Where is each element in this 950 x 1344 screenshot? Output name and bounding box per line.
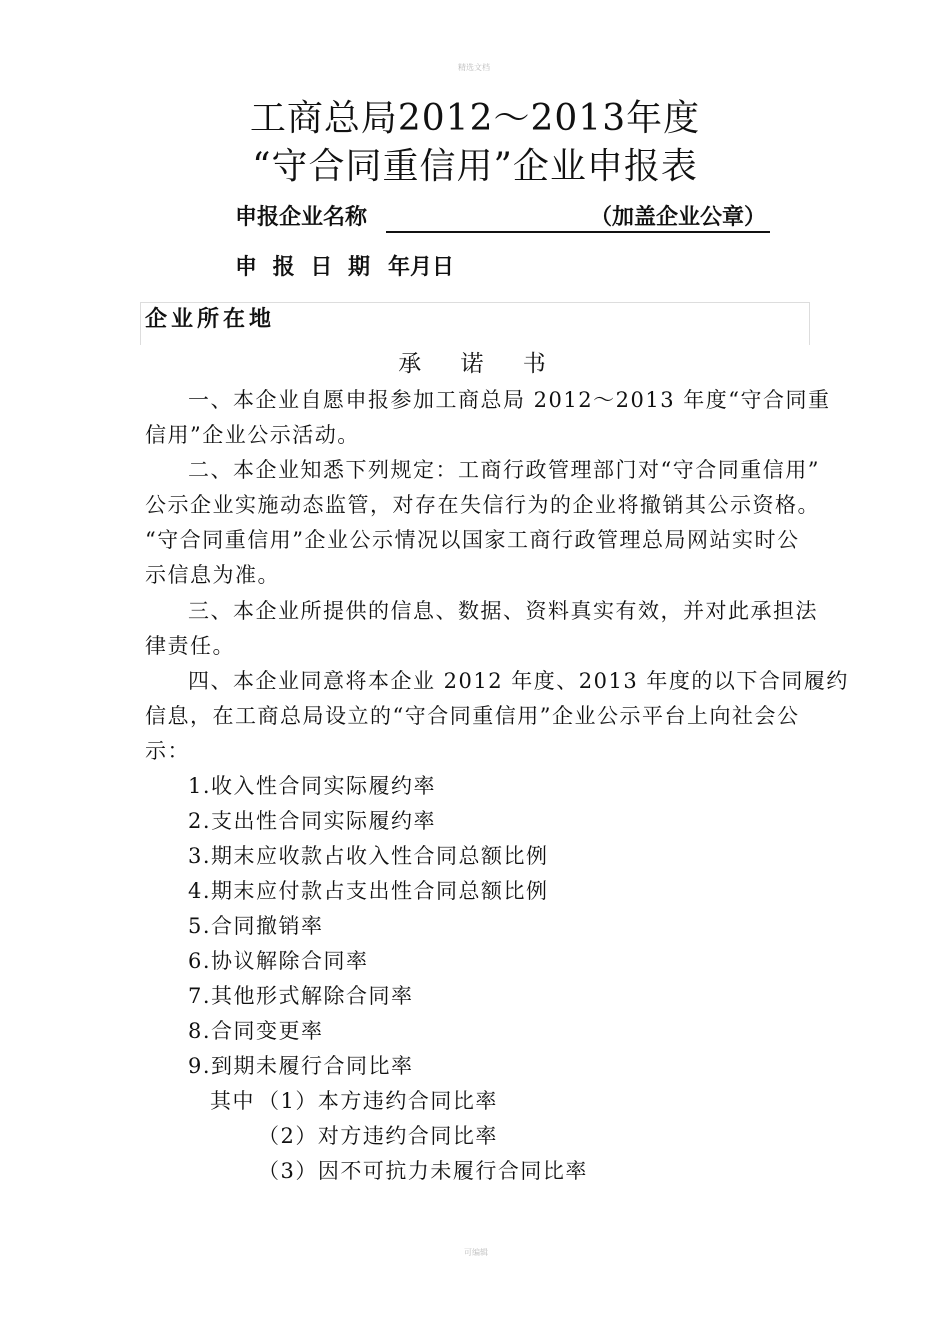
pledge-p1-line2: 信用”企业公示活动。	[145, 423, 360, 447]
list-item: 1.收入性合同实际履约率	[188, 774, 437, 798]
pledge-p4-line1: 四、本企业同意将本企业 2012 年度、2013 年度的以下合同履约	[188, 669, 849, 693]
list-item: 8.合同变更率	[188, 1019, 324, 1043]
pledge-heading: 承 诺 书	[398, 351, 552, 377]
list-item: 6.协议解除合同率	[188, 949, 369, 973]
page-title-line1: 工商总局2012～2013年度	[249, 98, 701, 139]
sub-list-item: （2）对方违约合同比率	[258, 1124, 498, 1148]
pledge-p2-line1: 二、本企业知悉下列规定：工商行政管理部门对“守合同重信用”	[188, 458, 820, 482]
pledge-p3-line1: 三、本企业所提供的信息、数据、资料真实有效，并对此承担法	[188, 599, 818, 623]
date-label: 申 报 日 期	[235, 255, 374, 280]
seal-note: （加盖企业公章）	[590, 205, 767, 230]
page-title-line2: “守合同重信用”企业申报表	[252, 146, 698, 187]
pledge-p4-line2: 信息，在工商总局设立的“守合同重信用”企业公示平台上向社会公	[145, 704, 800, 728]
pledge-p4-line3: 示：	[145, 739, 190, 763]
pledge-p2-line2: 公示企业实施动态监管，对存在失信行为的企业将撤销其公示资格。	[145, 493, 820, 517]
list-item: 2.支出性合同实际履约率	[188, 809, 437, 833]
pledge-p3-line2: 律责任。	[145, 634, 235, 658]
list-item: 3.期末应收款占收入性合同总额比例	[188, 844, 549, 868]
company-name-field-line[interactable]	[386, 231, 770, 233]
pledge-p2-line4: 示信息为准。	[145, 563, 280, 587]
location-label: 企业所在地	[145, 307, 276, 332]
sub-list-item: （3）因不可抗力未履行合同比率	[258, 1159, 588, 1183]
sub-list-item: （1）本方违约合同比率	[258, 1089, 498, 1113]
company-name-label: 申报企业名称	[235, 205, 368, 230]
pledge-p1-line1: 一、本企业自愿申报参加工商总局 2012～2013 年度“守合同重	[188, 388, 831, 412]
list-item: 9.到期未履行合同比率	[188, 1054, 414, 1078]
sub-list-prefix: 其中	[210, 1089, 255, 1113]
date-value: 年月日	[388, 255, 455, 280]
pledge-p2-line3: “守合同重信用”企业公示情况以国家工商行政管理总局网站实时公	[145, 528, 800, 552]
footer-watermark: 可编辑	[464, 1248, 488, 1257]
header-watermark: 精选文档	[458, 63, 490, 72]
list-item: 5.合同撤销率	[188, 914, 324, 938]
list-item: 4.期末应付款占支出性合同总额比例	[188, 879, 549, 903]
list-item: 7.其他形式解除合同率	[188, 984, 414, 1008]
